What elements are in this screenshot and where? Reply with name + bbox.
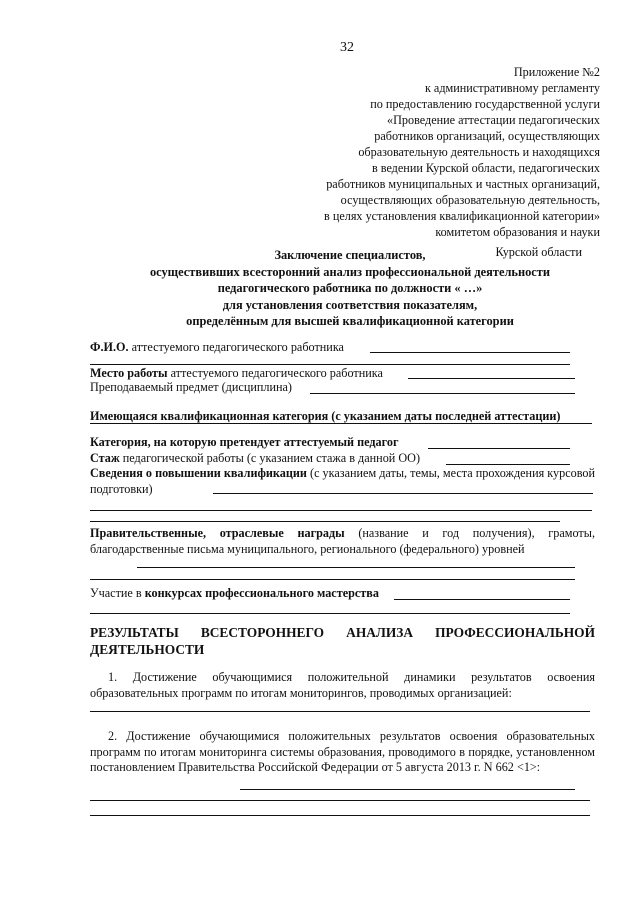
training-fill-line [213, 493, 593, 494]
result-item-1: 1. Достижение обучающимися положительной динамики результатов освоения образовательных программ по итогам мониторингов, проводимых организацией: [90, 670, 595, 700]
title-line: для установления соответствия показателям, [222, 297, 478, 312]
item2-fill-line-3 [90, 815, 590, 816]
title-line: педагогического работника по должности « …» [217, 281, 483, 295]
appendix-line: Курской области [495, 245, 582, 259]
current-category-fill-line [90, 423, 592, 424]
experience-label: Стаж педагогической работы (с указанием стажа в данной ОО) [90, 451, 421, 465]
target-category-label: Категория, на которую претендует аттестуемый педагог [90, 435, 399, 449]
appendix-line: работников организаций, осуществляющих [374, 129, 600, 143]
appendix-line: в целях установления квалификационной категории» [324, 209, 600, 223]
fio-fill-line [370, 352, 570, 353]
page-number: 32 [340, 40, 354, 55]
fio-fill-line-2 [90, 364, 570, 365]
workplace-label: Место работы аттестуемого педагогического работника [90, 366, 383, 380]
awards-fill-line-2 [90, 579, 575, 580]
training-label: Сведения о повышении квалификации (с указанием даты, темы, места прохождения курсовой подготовки) [90, 466, 595, 496]
item1-fill-line [90, 711, 590, 712]
item2-fill-line-2 [90, 800, 590, 801]
target-category-fill-line [428, 448, 570, 449]
appendix-line: в ведении Курской области, педагогических [371, 161, 600, 175]
experience-fill-line [446, 464, 570, 465]
appendix-line: образовательную деятельность и находящихся [358, 145, 600, 159]
current-category-label: Имеющаяся квалификационная категория (с указанием даты последней аттестации) [90, 409, 561, 423]
awards-fill-line [137, 567, 575, 568]
title-line: осуществивших всесторонний анализ профессиональной деятельности [149, 264, 551, 279]
appendix-line: «Проведение аттестации педагогических [387, 113, 600, 127]
subject-label: Преподаваемый предмет (дисциплина) [90, 380, 292, 394]
contests-fill-line-2 [90, 613, 570, 614]
result-item-2: 2. Достижение обучающимися положительных результатов освоения образовательных программ по итогам мониторинга системы образования, проводимого в порядке, установленном постановлением Правительства Российской Федерации от 5 августа 2013 г. N 662 <1>: [90, 729, 595, 774]
title-line: определённым для высшей квалификационной категории [186, 314, 514, 328]
contests-label: Участие в конкурсах профессионального мастерства [90, 586, 379, 600]
appendix-line: работников муниципальных и частных организаций, [326, 177, 600, 191]
document-title [90, 247, 610, 330]
appendix-line: по предоставлению государственной услуги [370, 97, 600, 111]
contests-fill-line [394, 599, 570, 600]
training-fill-line-3 [90, 521, 560, 522]
results-heading: РЕЗУЛЬТАТЫ ВСЕСТОРОННЕГО АНАЛИЗА ПРОФЕССИОНАЛЬНОЙ ДЕЯТЕЛЬНОСТИ [90, 625, 595, 657]
appendix-line: осуществляющих образовательную деятельность, [340, 193, 600, 207]
workplace-fill-line [408, 378, 575, 379]
appendix-line: к административному регламенту [424, 81, 600, 95]
title-line: Заключение специалистов, [274, 248, 426, 262]
appendix-block [270, 64, 600, 260]
appendix-line: комитетом образования и науки [435, 225, 600, 239]
subject-fill-line [310, 393, 575, 394]
fio-label: Ф.И.О. аттестуемого педагогического работника [90, 340, 344, 354]
awards-label: Правительственные, отраслевые награды (название и год получения), грамоты, благодарственные письма муниципального, регионального (федерального) уровней [90, 526, 595, 556]
item2-fill-line [240, 789, 575, 790]
appendix-line: Приложение №2 [513, 65, 600, 79]
training-fill-line-2 [90, 510, 592, 511]
